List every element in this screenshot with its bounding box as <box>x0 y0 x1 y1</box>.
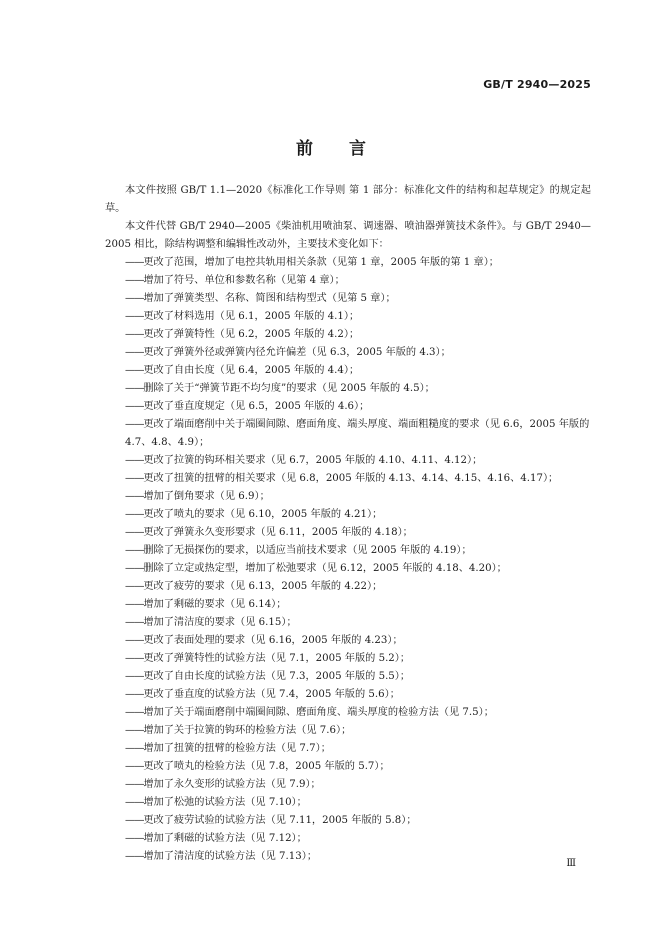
list-dash: —— <box>125 473 144 484</box>
list-item <box>105 452 591 470</box>
list-item <box>105 758 591 776</box>
list-item-text: 删除了立定或热定型，增加了松弛要求（见 6.12，2005 年版的 4.18、4.20）； <box>143 563 507 574</box>
list-item <box>105 380 591 398</box>
list-dash: —— <box>125 707 144 718</box>
list-item-text: 增加了剩磁的要求（见 6.14）； <box>143 599 287 610</box>
list-item <box>105 560 591 578</box>
list-dash: —— <box>125 257 144 268</box>
list-item <box>105 632 591 650</box>
list-item-text: 增加了符号、单位和参数名称（见第 4 章）； <box>143 275 345 286</box>
list-item-text: 增加了倒角要求（见 6.9）； <box>143 491 270 502</box>
list-dash: —— <box>125 527 144 538</box>
list-item <box>105 794 591 812</box>
list-dash: —— <box>125 275 144 286</box>
paragraph: 本文件代替 GB/T 2940—2005《柴油机用喷油泵、调速器、喷油器弹簧技术条件》。与 GB/T 2940—2005 相比，除结构调整和编辑性改动外，主要技术变化如下： <box>105 221 591 250</box>
list-dash: —— <box>125 581 144 592</box>
page-number: Ⅲ <box>566 858 576 869</box>
list-item <box>105 596 591 614</box>
list-dash: —— <box>125 725 144 736</box>
list-item-text: 增加了扭簧的扭臂的检验方法（见 7.7）； <box>143 743 331 754</box>
list-dash: —— <box>125 419 144 430</box>
list-item <box>105 830 591 848</box>
list-item-text: 更改了弹簧永久变形要求（见 6.11，2005 年版的 4.18）； <box>143 527 413 538</box>
list-item-text: 更改了喷丸的要求（见 6.10，2005 年版的 4.21）； <box>143 509 383 520</box>
list-dash: —— <box>125 797 144 808</box>
list-item <box>105 308 591 326</box>
list-item-text: 增加了关于端面磨削中端圈间隙、磨面角度、端头厚度的检验方法（见 7.5）； <box>143 707 494 718</box>
list-item <box>105 578 591 596</box>
list-item-text: 增加了弹簧类型、名称、简图和结构型式（见第 5 章）； <box>143 293 396 304</box>
list-dash: —— <box>125 617 144 628</box>
list-dash: —— <box>125 293 144 304</box>
list-item-text: 增加了永久变形的试验方法（见 7.9）； <box>143 779 321 790</box>
list-item <box>105 740 591 758</box>
foreword-body <box>105 182 591 866</box>
list-item-text: 更改了扭簧的扭臂的相关要求（见 6.8，2005 年版的 4.13、4.14、4.15、4.16、4.17）； <box>143 473 559 484</box>
list-item-text: 更改了疲劳的要求（见 6.13，2005 年版的 4.22）； <box>143 581 383 592</box>
list-dash: —— <box>125 491 144 502</box>
list-item <box>105 704 591 722</box>
list-item <box>105 470 591 488</box>
list-dash: —— <box>125 401 144 412</box>
list-item <box>105 254 591 272</box>
list-dash: —— <box>125 653 144 664</box>
list-item <box>105 722 591 740</box>
list-item-text: 增加了清洁度的要求（见 6.15）； <box>143 617 297 628</box>
list-dash: —— <box>125 671 144 682</box>
list-dash: —— <box>125 599 144 610</box>
list-item-text: 更改了喷丸的检验方法（见 7.8，2005 年版的 5.7）； <box>143 761 390 772</box>
list-item <box>105 650 591 668</box>
standard-code: GB/T 2940—2025 <box>483 78 591 91</box>
list-dash: —— <box>125 761 144 772</box>
list-dash: —— <box>125 851 144 862</box>
list-item <box>105 776 591 794</box>
list-item <box>105 614 591 632</box>
list-item <box>105 416 591 452</box>
list-item-text: 更改了端面磨削中关于端圈间隙、磨面角度、端头厚度、端面粗糙度的要求（见 6.6，2005 年版的 4.7、4.8、4.9）； <box>125 419 590 448</box>
list-dash: —— <box>125 743 144 754</box>
list-item <box>105 344 591 362</box>
list-item-text: 更改了弹簧外径或弹簧内径允许偏差（见 6.3，2005 年版的 4.3）； <box>143 347 451 358</box>
list-dash: —— <box>125 563 144 574</box>
list-item-text: 删除了无损探伤的要求，以适应当前技术要求（见 2005 年版的 4.19）； <box>143 545 472 556</box>
list-item <box>105 542 591 560</box>
list-dash: —— <box>125 329 144 340</box>
list-dash: —— <box>125 311 144 322</box>
list-dash: —— <box>125 365 144 376</box>
change-list <box>105 254 591 866</box>
list-item <box>105 506 591 524</box>
list-dash: —— <box>125 545 144 556</box>
list-item-text: 更改了范围，增加了电控共轨用相关条款（见第 1 章，2005 年版的第 1 章）； <box>143 257 499 268</box>
list-dash: —— <box>125 383 144 394</box>
paragraph: 本文件按照 GB/T 1.1—2020《标准化工作导则 第 1 部分：标准化文件的结构和起草规定》的规定起草。 <box>105 185 591 214</box>
list-item <box>105 272 591 290</box>
list-dash: —— <box>125 455 144 466</box>
list-dash: —— <box>125 509 144 520</box>
list-item <box>105 398 591 416</box>
list-item-text: 更改了垂直度的试验方法（见 7.4，2005 年版的 5.6）； <box>143 689 400 700</box>
list-item-text: 更改了疲劳试验的试验方法（见 7.11，2005 年版的 5.8）； <box>143 815 417 826</box>
page-title: 前言 <box>296 139 402 159</box>
list-dash: —— <box>125 635 144 646</box>
list-dash: —— <box>125 833 144 844</box>
list-item-text: 更改了自由长度的试验方法（见 7.3，2005 年版的 5.5）； <box>143 671 411 682</box>
list-item <box>105 290 591 308</box>
list-item-text: 更改了弹簧特性的试验方法（见 7.1，2005 年版的 5.2）； <box>143 653 411 664</box>
list-item-text: 更改了弹簧特性（见 6.2，2005 年版的 4.2）； <box>143 329 360 340</box>
list-item <box>105 812 591 830</box>
list-item-text: 增加了松弛的试验方法（见 7.10）； <box>143 797 307 808</box>
list-item-text: 更改了表面处理的要求（见 6.16，2005 年版的 4.23）； <box>143 635 403 646</box>
list-item-text: 增加了清洁度的试验方法（见 7.13）； <box>143 851 318 862</box>
list-item <box>105 686 591 704</box>
list-item-text: 更改了垂直度规定（见 6.5，2005 年版的 4.6）； <box>143 401 370 412</box>
list-dash: —— <box>125 689 144 700</box>
list-item-text: 更改了拉簧的钩环相关要求（见 6.7，2005 年版的 4.10、4.11、4.12）； <box>143 455 483 466</box>
list-item-text: 删除了关于“弹簧节距不均匀度”的要求（见 2005 年版的 4.5）； <box>143 383 435 394</box>
list-item-text: 更改了自由长度（见 6.4，2005 年版的 4.4）； <box>143 365 360 376</box>
list-item-text: 增加了剩磁的试验方法（见 7.12）； <box>143 833 307 844</box>
list-item-text: 增加了关于拉簧的钩环的检验方法（见 7.6）； <box>143 725 352 736</box>
list-dash: —— <box>125 779 144 790</box>
list-item <box>105 326 591 344</box>
list-item-text: 更改了材料选用（见 6.1，2005 年版的 4.1）； <box>143 311 360 322</box>
list-dash: —— <box>125 347 144 358</box>
list-item <box>105 848 591 866</box>
list-item <box>105 488 591 506</box>
list-dash: —— <box>125 815 144 826</box>
list-item <box>105 362 591 380</box>
list-item <box>105 668 591 686</box>
list-item <box>105 524 591 542</box>
